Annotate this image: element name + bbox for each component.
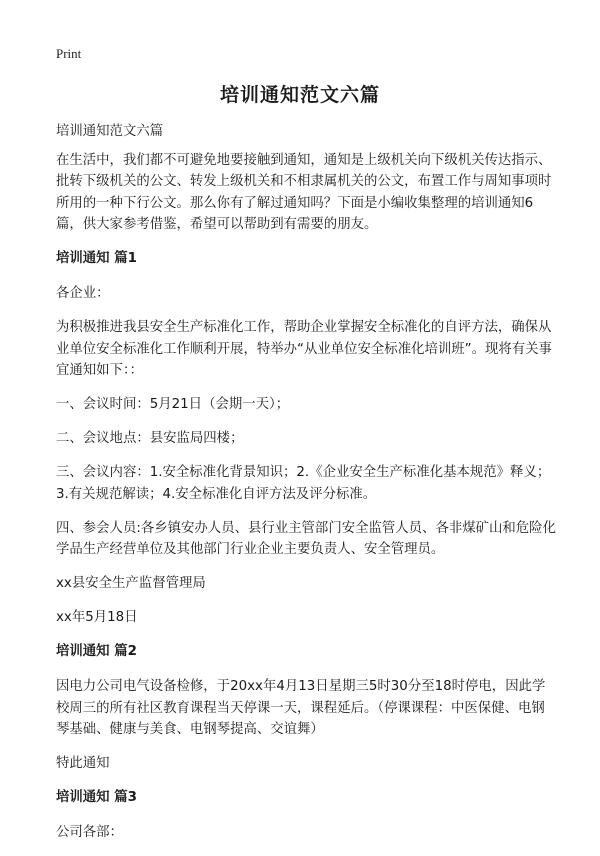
- document-subtitle: 培训通知范文六篇: [56, 124, 164, 139]
- notice-paragraph: 为积极推进我县安全生产标准化工作，帮助企业掌握安全标准化的自评方法，确保从业单位安全标准化工作顺利开展，特举办“从业单位安全标准化培训班”。现将有关事宜通知如下：：: [56, 320, 552, 378]
- meeting-content: 三、会议内容：1.安全标准化背景知识；2.《企业安全生产标准化基本规范》释义；3.有关规范解读；4.安全标准化自评方法及评分标准。: [56, 465, 551, 502]
- section-heading: 培训通知 篇1: [56, 251, 137, 266]
- salutation: 各企业：: [56, 286, 110, 301]
- notice-paragraph: 因电力公司电气设备检修，于20xx年4月13日星期三5时30分至18时停电，因此学校周三的所有社区教育课程当天停课一天，课程延后。（停课课程：中医保健、电钢琴基础、健康与美食、电钢琴提高、交谊舞）: [56, 679, 546, 737]
- intro-paragraph: 在生活中，我们都不可避免地要接触到通知，通知是上级机关向下级机关传达指示、批转下级机关的公文、转发上级机关和不相隶属机关的公文，布置工作与周知事项时所用的一种下行公文。那么你有了解过通知吗？下面是小编收集整理的培训通知6篇，供大家参考借鉴，希望可以帮助到有需要的朋友。: [56, 152, 552, 232]
- section-heading: 培训通知 篇2: [56, 644, 137, 659]
- section-1: [56, 248, 556, 629]
- meeting-location: 二、会议地点：县安监局四楼；: [56, 431, 244, 446]
- print-link[interactable]: Print: [56, 46, 82, 61]
- issuer-signature: xx县安全生产监督管理局: [56, 576, 206, 591]
- section-heading: 培训通知 篇3: [56, 790, 137, 805]
- document-title: 培训通知范文六篇: [219, 84, 380, 106]
- closing-line: 特此通知: [56, 756, 110, 771]
- meeting-time: 一、会议时间：5月21日（会期一天）；: [56, 397, 290, 412]
- meeting-participants: 四、参会人员:各乡镇安办人员、县行业主管部门安全监管人员、各非煤矿山和危险化学品生产经营单位及其他部门行业企业主要负责人、安全管理员。: [56, 520, 556, 557]
- section-2: [56, 641, 556, 775]
- salutation: 公司各部：: [56, 825, 123, 840]
- issue-date: xx年5月18日: [56, 610, 138, 625]
- document-body: [56, 121, 556, 856]
- section-3: [56, 787, 556, 844]
